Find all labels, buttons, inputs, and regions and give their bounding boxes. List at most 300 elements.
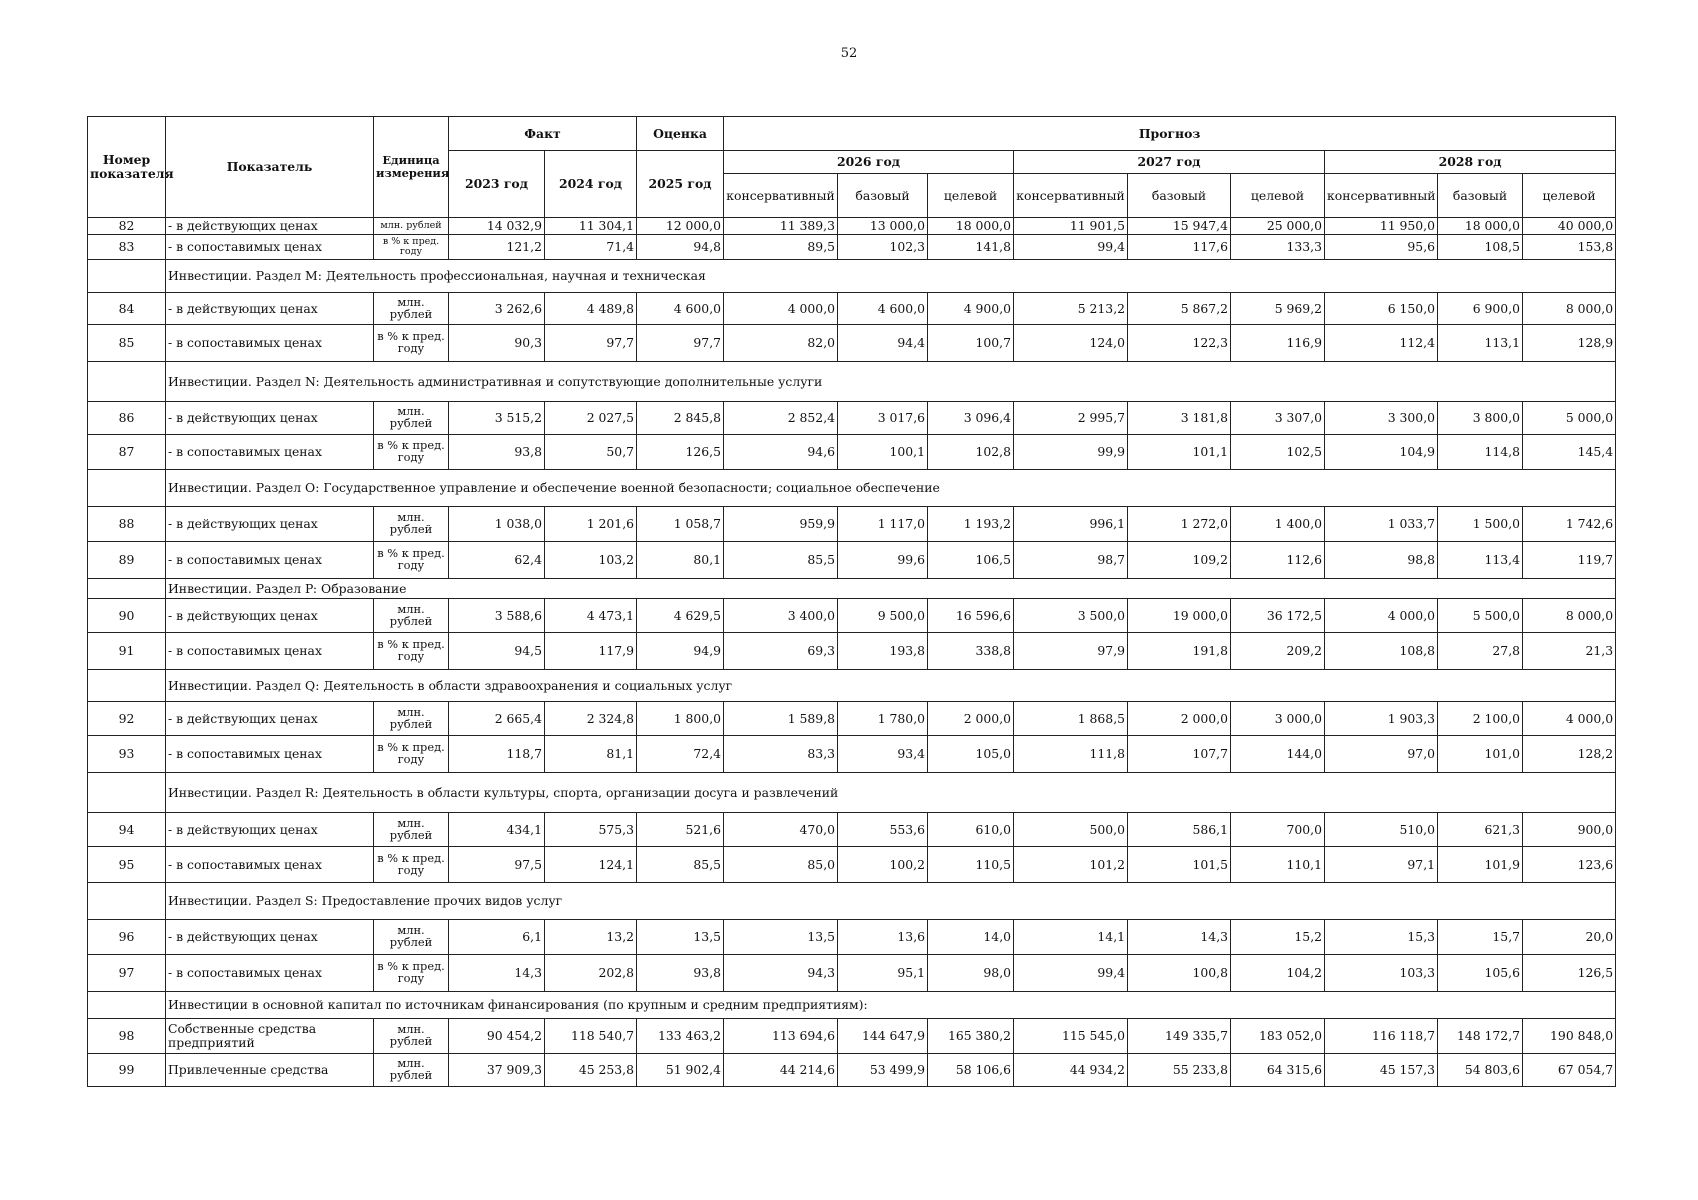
unit-cell: млн. рублей xyxy=(374,507,449,542)
value-cell: 1 201,6 xyxy=(545,507,637,542)
value-cell: 94,8 xyxy=(637,235,724,260)
value-cell: 4 000,0 xyxy=(1325,599,1438,633)
value-cell: 553,6 xyxy=(838,813,928,847)
value-cell: 510,0 xyxy=(1325,813,1438,847)
value-cell: 2 027,5 xyxy=(545,402,637,435)
value-cell: 40 000,0 xyxy=(1523,218,1616,235)
value-cell: 94,6 xyxy=(724,435,838,470)
indicator-number: 94 xyxy=(88,813,166,847)
unit-cell: в % к пред. году xyxy=(374,435,449,470)
value-cell: 18 000,0 xyxy=(1438,218,1523,235)
section-row xyxy=(88,260,1616,293)
value-cell: 4 000,0 xyxy=(1523,702,1616,736)
value-cell: 121,2 xyxy=(449,235,545,260)
header-unit: Единица измерения xyxy=(374,117,449,218)
value-cell: 102,8 xyxy=(928,435,1014,470)
value-cell: 83,3 xyxy=(724,736,838,773)
value-cell: 85,0 xyxy=(724,847,838,883)
section-number-cell xyxy=(88,773,166,813)
section-title: Инвестиции. Раздел P: Образование xyxy=(166,579,1616,599)
value-cell: 97,1 xyxy=(1325,847,1438,883)
value-cell: 114,8 xyxy=(1438,435,1523,470)
value-cell: 98,0 xyxy=(928,955,1014,992)
table-row xyxy=(88,847,1616,883)
table-header xyxy=(88,117,1616,218)
table-row xyxy=(88,325,1616,362)
value-cell: 700,0 xyxy=(1231,813,1325,847)
section-title: Инвестиции в основной капитал по источникам финансирования (по крупным и средним предприятиям): xyxy=(166,992,1616,1019)
value-cell: 133 463,2 xyxy=(637,1019,724,1054)
value-cell: 1 038,0 xyxy=(449,507,545,542)
page-number: 52 xyxy=(840,46,858,61)
value-cell: 14,1 xyxy=(1014,920,1128,955)
section-title: Инвестиции. Раздел Q: Деятельность в области здравоохранения и социальных услуг xyxy=(166,670,1616,702)
value-cell: 19 000,0 xyxy=(1128,599,1231,633)
value-cell: 118,7 xyxy=(449,736,545,773)
value-cell: 521,6 xyxy=(637,813,724,847)
indicator-name: - в сопоставимых ценах xyxy=(166,235,374,260)
value-cell: 434,1 xyxy=(449,813,545,847)
indicator-name: - в действующих ценах xyxy=(166,218,374,235)
indicator-name: - в действующих ценах xyxy=(166,702,374,736)
value-cell: 99,9 xyxy=(1014,435,1128,470)
value-cell: 3 500,0 xyxy=(1014,599,1128,633)
value-cell: 98,8 xyxy=(1325,542,1438,579)
value-cell: 53 499,9 xyxy=(838,1054,928,1087)
section-title: Инвестиции. Раздел S: Предоставление прочих видов услуг xyxy=(166,883,1616,920)
value-cell: 15,3 xyxy=(1325,920,1438,955)
table-row xyxy=(88,955,1616,992)
value-cell: 16 596,6 xyxy=(928,599,1014,633)
section-number-cell xyxy=(88,992,166,1019)
indicator-number: 99 xyxy=(88,1054,166,1087)
value-cell: 122,3 xyxy=(1128,325,1231,362)
value-cell: 108,8 xyxy=(1325,633,1438,670)
table-row xyxy=(88,435,1616,470)
indicator-name: - в действующих ценах xyxy=(166,920,374,955)
value-cell: 101,5 xyxy=(1128,847,1231,883)
value-cell: 1 193,2 xyxy=(928,507,1014,542)
value-cell: 141,8 xyxy=(928,235,1014,260)
indicator-number: 89 xyxy=(88,542,166,579)
value-cell: 50,7 xyxy=(545,435,637,470)
value-cell: 102,5 xyxy=(1231,435,1325,470)
value-cell: 55 233,8 xyxy=(1128,1054,1231,1087)
value-cell: 85,5 xyxy=(724,542,838,579)
value-cell: 209,2 xyxy=(1231,633,1325,670)
header-year-2023: 2023 год xyxy=(449,151,545,218)
value-cell: 14,0 xyxy=(928,920,1014,955)
value-cell: 37 909,3 xyxy=(449,1054,545,1087)
value-cell: 117,9 xyxy=(545,633,637,670)
header-estimate: Оценка xyxy=(637,117,724,151)
section-number-cell xyxy=(88,260,166,293)
header-year-2027: 2027 год xyxy=(1014,151,1325,174)
value-cell: 4 473,1 xyxy=(545,599,637,633)
value-cell: 13,6 xyxy=(838,920,928,955)
section-row xyxy=(88,992,1616,1019)
value-cell: 900,0 xyxy=(1523,813,1616,847)
value-cell: 110,5 xyxy=(928,847,1014,883)
indicator-number: 87 xyxy=(88,435,166,470)
section-number-cell xyxy=(88,362,166,402)
value-cell: 117,6 xyxy=(1128,235,1231,260)
indicator-number: 90 xyxy=(88,599,166,633)
value-cell: 115 545,0 xyxy=(1014,1019,1128,1054)
value-cell: 15 947,4 xyxy=(1128,218,1231,235)
value-cell: 586,1 xyxy=(1128,813,1231,847)
value-cell: 2 665,4 xyxy=(449,702,545,736)
value-cell: 2 845,8 xyxy=(637,402,724,435)
value-cell: 5 213,2 xyxy=(1014,293,1128,325)
value-cell: 118 540,7 xyxy=(545,1019,637,1054)
value-cell: 93,8 xyxy=(449,435,545,470)
value-cell: 95,6 xyxy=(1325,235,1438,260)
unit-cell: млн. рублей xyxy=(374,702,449,736)
value-cell: 90,3 xyxy=(449,325,545,362)
value-cell: 97,5 xyxy=(449,847,545,883)
value-cell: 148 172,7 xyxy=(1438,1019,1523,1054)
value-cell: 99,6 xyxy=(838,542,928,579)
value-cell: 116 118,7 xyxy=(1325,1019,1438,1054)
header-year-2028: 2028 год xyxy=(1325,151,1616,174)
section-row xyxy=(88,773,1616,813)
value-cell: 13,5 xyxy=(724,920,838,955)
value-cell: 103,3 xyxy=(1325,955,1438,992)
value-cell: 25 000,0 xyxy=(1231,218,1325,235)
value-cell: 36 172,5 xyxy=(1231,599,1325,633)
value-cell: 100,2 xyxy=(838,847,928,883)
value-cell: 3 000,0 xyxy=(1231,702,1325,736)
value-cell: 51 902,4 xyxy=(637,1054,724,1087)
unit-cell: млн. рублей xyxy=(374,1019,449,1054)
value-cell: 1 033,7 xyxy=(1325,507,1438,542)
unit-cell: млн. рублей xyxy=(374,813,449,847)
header-scenario-base: базовый xyxy=(1438,174,1523,218)
value-cell: 5 000,0 xyxy=(1523,402,1616,435)
value-cell: 101,1 xyxy=(1128,435,1231,470)
value-cell: 12 000,0 xyxy=(637,218,724,235)
indicator-name: - в действующих ценах xyxy=(166,599,374,633)
value-cell: 3 307,0 xyxy=(1231,402,1325,435)
value-cell: 191,8 xyxy=(1128,633,1231,670)
value-cell: 1 589,8 xyxy=(724,702,838,736)
indicator-name: - в действующих ценах xyxy=(166,402,374,435)
section-row xyxy=(88,579,1616,599)
table-row xyxy=(88,633,1616,670)
indicator-number: 98 xyxy=(88,1019,166,1054)
unit-cell: в % к пред. году xyxy=(374,736,449,773)
indicator-number: 91 xyxy=(88,633,166,670)
header-fact: Факт xyxy=(449,117,637,151)
indicator-number: 97 xyxy=(88,955,166,992)
table-row xyxy=(88,293,1616,325)
indicator-name: - в сопоставимых ценах xyxy=(166,542,374,579)
value-cell: 62,4 xyxy=(449,542,545,579)
value-cell: 2 324,8 xyxy=(545,702,637,736)
value-cell: 1 117,0 xyxy=(838,507,928,542)
value-cell: 4 900,0 xyxy=(928,293,1014,325)
value-cell: 110,1 xyxy=(1231,847,1325,883)
value-cell: 4 600,0 xyxy=(838,293,928,325)
value-cell: 45 253,8 xyxy=(545,1054,637,1087)
value-cell: 1 058,7 xyxy=(637,507,724,542)
value-cell: 1 272,0 xyxy=(1128,507,1231,542)
header-year-2024: 2024 год xyxy=(545,151,637,218)
indicator-number: 95 xyxy=(88,847,166,883)
value-cell: 45 157,3 xyxy=(1325,1054,1438,1087)
indicator-number: 84 xyxy=(88,293,166,325)
value-cell: 93,4 xyxy=(838,736,928,773)
value-cell: 82,0 xyxy=(724,325,838,362)
section-title: Инвестиции. Раздел O: Государственное управление и обеспечение военной безопасности; социальное обеспечение xyxy=(166,470,1616,507)
value-cell: 3 515,2 xyxy=(449,402,545,435)
header-scenario-base: базовый xyxy=(1128,174,1231,218)
unit-cell: в % к пред. году xyxy=(374,325,449,362)
value-cell: 338,8 xyxy=(928,633,1014,670)
indicator-number: 88 xyxy=(88,507,166,542)
indicator-name: - в действующих ценах xyxy=(166,293,374,325)
value-cell: 27,8 xyxy=(1438,633,1523,670)
indicator-number: 85 xyxy=(88,325,166,362)
value-cell: 2 100,0 xyxy=(1438,702,1523,736)
indicator-name: - в сопоставимых ценах xyxy=(166,325,374,362)
value-cell: 13,5 xyxy=(637,920,724,955)
value-cell: 3 300,0 xyxy=(1325,402,1438,435)
value-cell: 145,4 xyxy=(1523,435,1616,470)
value-cell: 94,9 xyxy=(637,633,724,670)
section-row xyxy=(88,470,1616,507)
value-cell: 1 500,0 xyxy=(1438,507,1523,542)
value-cell: 94,4 xyxy=(838,325,928,362)
unit-cell: в % к пред. году xyxy=(374,542,449,579)
value-cell: 64 315,6 xyxy=(1231,1054,1325,1087)
forecast-table xyxy=(87,116,1616,1087)
value-cell: 3 181,8 xyxy=(1128,402,1231,435)
section-row xyxy=(88,362,1616,402)
value-cell: 69,3 xyxy=(724,633,838,670)
value-cell: 99,4 xyxy=(1014,955,1128,992)
value-cell: 97,7 xyxy=(637,325,724,362)
indicator-number: 83 xyxy=(88,235,166,260)
table-row xyxy=(88,736,1616,773)
table-row xyxy=(88,599,1616,633)
value-cell: 165 380,2 xyxy=(928,1019,1014,1054)
value-cell: 3 262,6 xyxy=(449,293,545,325)
value-cell: 105,6 xyxy=(1438,955,1523,992)
value-cell: 44 214,6 xyxy=(724,1054,838,1087)
value-cell: 2 995,7 xyxy=(1014,402,1128,435)
indicator-name: Собственные средства предприятий xyxy=(166,1019,374,1054)
table-body xyxy=(88,218,1616,1087)
value-cell: 126,5 xyxy=(637,435,724,470)
value-cell: 101,2 xyxy=(1014,847,1128,883)
unit-cell: в % к пред. году xyxy=(374,955,449,992)
value-cell: 11 304,1 xyxy=(545,218,637,235)
value-cell: 95,1 xyxy=(838,955,928,992)
value-cell: 500,0 xyxy=(1014,813,1128,847)
table-row xyxy=(88,920,1616,955)
value-cell: 106,5 xyxy=(928,542,1014,579)
section-title: Инвестиции. Раздел N: Деятельность административная и сопутствующие дополнительные услуги xyxy=(166,362,1616,402)
section-title: Инвестиции. Раздел M: Деятельность профессиональная, научная и техническая xyxy=(166,260,1616,293)
value-cell: 97,0 xyxy=(1325,736,1438,773)
value-cell: 5 867,2 xyxy=(1128,293,1231,325)
value-cell: 13 000,0 xyxy=(838,218,928,235)
header-year-2026: 2026 год xyxy=(724,151,1014,174)
header-scenario-target: целевой xyxy=(1523,174,1616,218)
unit-cell: млн. рублей xyxy=(374,218,449,235)
value-cell: 67 054,7 xyxy=(1523,1054,1616,1087)
value-cell: 93,8 xyxy=(637,955,724,992)
value-cell: 959,9 xyxy=(724,507,838,542)
value-cell: 119,7 xyxy=(1523,542,1616,579)
value-cell: 116,9 xyxy=(1231,325,1325,362)
value-cell: 101,0 xyxy=(1438,736,1523,773)
value-cell: 5 969,2 xyxy=(1231,293,1325,325)
value-cell: 3 400,0 xyxy=(724,599,838,633)
header-year-2025: 2025 год xyxy=(637,151,724,218)
header-scenario-target: целевой xyxy=(1231,174,1325,218)
value-cell: 97,9 xyxy=(1014,633,1128,670)
value-cell: 1 780,0 xyxy=(838,702,928,736)
value-cell: 190 848,0 xyxy=(1523,1019,1616,1054)
value-cell: 996,1 xyxy=(1014,507,1128,542)
value-cell: 8 000,0 xyxy=(1523,599,1616,633)
value-cell: 8 000,0 xyxy=(1523,293,1616,325)
value-cell: 470,0 xyxy=(724,813,838,847)
value-cell: 11 389,3 xyxy=(724,218,838,235)
table-row xyxy=(88,813,1616,847)
unit-cell: в % к пред. году xyxy=(374,235,449,260)
value-cell: 101,9 xyxy=(1438,847,1523,883)
value-cell: 128,9 xyxy=(1523,325,1616,362)
value-cell: 3 588,6 xyxy=(449,599,545,633)
indicator-name: - в действующих ценах xyxy=(166,507,374,542)
value-cell: 193,8 xyxy=(838,633,928,670)
value-cell: 112,4 xyxy=(1325,325,1438,362)
header-number: Номер показателя xyxy=(88,117,166,218)
section-number-cell xyxy=(88,670,166,702)
value-cell: 94,5 xyxy=(449,633,545,670)
value-cell: 202,8 xyxy=(545,955,637,992)
header-scenario-conservative: консервативный xyxy=(1325,174,1438,218)
value-cell: 133,3 xyxy=(1231,235,1325,260)
value-cell: 15,7 xyxy=(1438,920,1523,955)
table-row xyxy=(88,507,1616,542)
indicator-name: - в сопоставимых ценах xyxy=(166,955,374,992)
indicator-number: 96 xyxy=(88,920,166,955)
value-cell: 20,0 xyxy=(1523,920,1616,955)
value-cell: 99,4 xyxy=(1014,235,1128,260)
value-cell: 54 803,6 xyxy=(1438,1054,1523,1087)
section-title: Инвестиции. Раздел R: Деятельность в области культуры, спорта, организации досуга и развлечений xyxy=(166,773,1616,813)
value-cell: 4 000,0 xyxy=(724,293,838,325)
value-cell: 107,7 xyxy=(1128,736,1231,773)
value-cell: 100,7 xyxy=(928,325,1014,362)
table-row xyxy=(88,402,1616,435)
value-cell: 18 000,0 xyxy=(928,218,1014,235)
table-row xyxy=(88,218,1616,235)
value-cell: 100,8 xyxy=(1128,955,1231,992)
section-row xyxy=(88,883,1616,920)
header-scenario-base: базовый xyxy=(838,174,928,218)
value-cell: 144,0 xyxy=(1231,736,1325,773)
value-cell: 98,7 xyxy=(1014,542,1128,579)
indicator-name: - в сопоставимых ценах xyxy=(166,736,374,773)
value-cell: 113,4 xyxy=(1438,542,1523,579)
value-cell: 104,9 xyxy=(1325,435,1438,470)
value-cell: 80,1 xyxy=(637,542,724,579)
unit-cell: млн. рублей xyxy=(374,1054,449,1087)
value-cell: 85,5 xyxy=(637,847,724,883)
table-row xyxy=(88,1054,1616,1087)
value-cell: 1 903,3 xyxy=(1325,702,1438,736)
value-cell: 81,1 xyxy=(545,736,637,773)
value-cell: 108,5 xyxy=(1438,235,1523,260)
header-scenario-target: целевой xyxy=(928,174,1014,218)
table-row xyxy=(88,702,1616,736)
table-row xyxy=(88,542,1616,579)
value-cell: 6,1 xyxy=(449,920,545,955)
section-row xyxy=(88,670,1616,702)
value-cell: 3 800,0 xyxy=(1438,402,1523,435)
value-cell: 15,2 xyxy=(1231,920,1325,955)
value-cell: 9 500,0 xyxy=(838,599,928,633)
header-scenario-conservative: консервативный xyxy=(724,174,838,218)
indicator-number: 82 xyxy=(88,218,166,235)
value-cell: 72,4 xyxy=(637,736,724,773)
value-cell: 1 868,5 xyxy=(1014,702,1128,736)
value-cell: 183 052,0 xyxy=(1231,1019,1325,1054)
value-cell: 97,7 xyxy=(545,325,637,362)
unit-cell: млн. рублей xyxy=(374,402,449,435)
value-cell: 2 852,4 xyxy=(724,402,838,435)
value-cell: 128,2 xyxy=(1523,736,1616,773)
value-cell: 1 800,0 xyxy=(637,702,724,736)
section-number-cell xyxy=(88,883,166,920)
value-cell: 13,2 xyxy=(545,920,637,955)
indicator-number: 86 xyxy=(88,402,166,435)
value-cell: 104,2 xyxy=(1231,955,1325,992)
indicator-name: - в сопоставимых ценах xyxy=(166,633,374,670)
value-cell: 5 500,0 xyxy=(1438,599,1523,633)
unit-cell: млн. рублей xyxy=(374,599,449,633)
value-cell: 4 629,5 xyxy=(637,599,724,633)
indicator-name: - в действующих ценах xyxy=(166,813,374,847)
value-cell: 14,3 xyxy=(449,955,545,992)
value-cell: 6 150,0 xyxy=(1325,293,1438,325)
indicator-name: - в сопоставимых ценах xyxy=(166,435,374,470)
table-row xyxy=(88,1019,1616,1054)
value-cell: 123,6 xyxy=(1523,847,1616,883)
value-cell: 100,1 xyxy=(838,435,928,470)
value-cell: 102,3 xyxy=(838,235,928,260)
value-cell: 14,3 xyxy=(1128,920,1231,955)
section-number-cell xyxy=(88,470,166,507)
value-cell: 11 901,5 xyxy=(1014,218,1128,235)
value-cell: 44 934,2 xyxy=(1014,1054,1128,1087)
value-cell: 2 000,0 xyxy=(928,702,1014,736)
value-cell: 1 742,6 xyxy=(1523,507,1616,542)
value-cell: 105,0 xyxy=(928,736,1014,773)
value-cell: 149 335,7 xyxy=(1128,1019,1231,1054)
value-cell: 109,2 xyxy=(1128,542,1231,579)
value-cell: 103,2 xyxy=(545,542,637,579)
indicator-name: Привлеченные средства xyxy=(166,1054,374,1087)
unit-cell: в % к пред. году xyxy=(374,633,449,670)
value-cell: 111,8 xyxy=(1014,736,1128,773)
